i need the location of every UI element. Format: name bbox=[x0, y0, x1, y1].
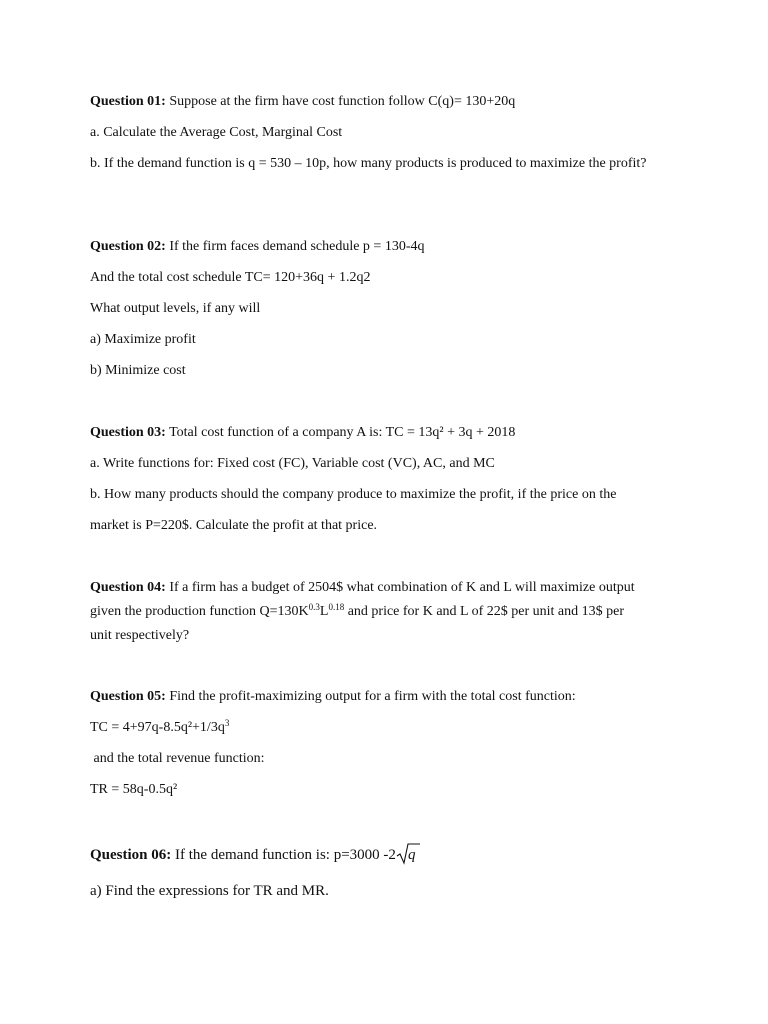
q3-text: Total cost function of a company A is: TC = 13q² + 3q + 2018 bbox=[169, 425, 516, 440]
q5-line-3: and the total revenue function: bbox=[90, 751, 265, 766]
q1-text: Suppose at the firm have cost function follow C(q)= 130+20q bbox=[169, 94, 516, 109]
q4-l-exponent: 0.18 bbox=[328, 602, 345, 612]
q1-heading bbox=[90, 92, 690, 112]
q6-label: Question 06: bbox=[90, 847, 172, 863]
q4-label: Question 04: bbox=[90, 580, 166, 595]
q6-sqrt-variable: q bbox=[407, 847, 416, 863]
q6-square-root bbox=[396, 845, 416, 865]
q3-heading bbox=[90, 423, 690, 443]
sqrt-symbol-icon bbox=[396, 842, 420, 866]
q3-part-b-line-2: market is P=220$. Calculate the profit at that price. bbox=[90, 518, 378, 533]
q4-text-line-3: unit respectively? bbox=[90, 628, 190, 643]
q5-tr-function: TR = 58q-0.5q² bbox=[90, 782, 178, 797]
q1-part-b: b. If the demand function is q = 530 – 10p, how many products is produced to maximize the profit? bbox=[90, 156, 647, 171]
q5-text: Find the profit-maximizing output for a firm with the total cost function: bbox=[169, 689, 576, 704]
q1-label: Question 01: bbox=[90, 94, 166, 109]
q2-line-2: And the total cost schedule TC= 120+36q + 1.2q2 bbox=[90, 270, 371, 285]
q2-heading bbox=[90, 237, 690, 257]
q4-text-line-2 bbox=[90, 602, 690, 622]
q5-tc-exponent: 3 bbox=[224, 718, 230, 728]
q4-function-prefix: given the production function Q=130K bbox=[90, 604, 309, 619]
q2-label: Question 02: bbox=[90, 239, 166, 254]
q2-part-a: a) Maximize profit bbox=[90, 332, 196, 347]
q6-text: If the demand function is: p=3000 -2 bbox=[175, 847, 396, 863]
q4-function-suffix: and price for K and L of 22$ per unit and 13$ per bbox=[344, 604, 624, 619]
q5-label: Question 05: bbox=[90, 689, 166, 704]
q4-k-exponent: 0.3 bbox=[308, 602, 320, 612]
q4-l-symbol: L bbox=[319, 604, 329, 619]
q2-text: If the firm faces demand schedule p = 130-4q bbox=[169, 239, 425, 254]
q6-part-a: a) Find the expressions for TR and MR. bbox=[90, 883, 329, 899]
q3-part-b-line-1: b. How many products should the company produce to maximize the profit, if the price on the bbox=[90, 487, 617, 502]
q5-tc-expression: TC = 4+97q-8.5q²+1/3q bbox=[90, 720, 225, 735]
q2-line-3: What output levels, if any will bbox=[90, 301, 261, 316]
q6-heading bbox=[90, 845, 690, 865]
q1-part-a: a. Calculate the Average Cost, Marginal Cost bbox=[90, 125, 343, 140]
q5-tc-function bbox=[90, 718, 690, 738]
q2-part-b: b) Minimize cost bbox=[90, 363, 186, 378]
q5-heading bbox=[90, 687, 690, 707]
q4-heading bbox=[90, 578, 690, 598]
q3-label: Question 03: bbox=[90, 425, 166, 440]
q4-text-line-1: If a firm has a budget of 2504$ what combination of K and L will maximize output bbox=[169, 580, 635, 595]
q3-part-a: a. Write functions for: Fixed cost (FC), Variable cost (VC), AC, and MC bbox=[90, 456, 495, 471]
